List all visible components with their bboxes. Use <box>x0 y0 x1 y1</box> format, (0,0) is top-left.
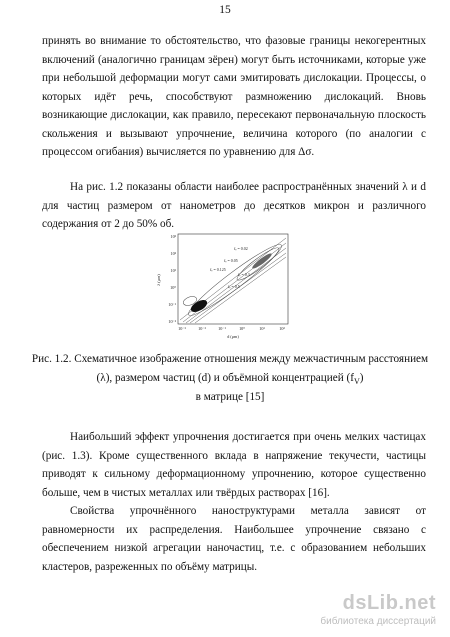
figure-x-tick: 10¹ <box>259 326 265 331</box>
figure-x-label: d (μm) <box>227 334 239 339</box>
page-number: 15 <box>219 4 231 16</box>
figure-caption-line-1: Рис. 1.2. Схематичное изображение отношения между межчастичным расстоянием <box>31 353 429 365</box>
watermark <box>308 592 438 634</box>
paragraph-strengthening-effect: Наибольший эффект упрочнения достигается при очень мелких частицах (рис. 1.3). Кроме существенного вклада в напряжение текучести, частицы приводят к сильному деформационному упрочнению, которое существенно больше, чем в чистых металлах или твёрдых растворах [16]. <box>42 431 426 499</box>
watermark-logo: dsLib.net <box>342 592 436 614</box>
figure-lambda-d-fv <box>150 228 298 340</box>
fv-label: fᵥ = 0.05 <box>224 258 238 263</box>
figure-x-tick: 10⁻² <box>198 326 206 331</box>
figure-y-label: λ (μm) <box>156 274 161 286</box>
figure-x-tick: 10⁰ <box>239 326 245 331</box>
figure-svg <box>150 228 298 340</box>
figure-y-tick: 10³ <box>170 234 176 239</box>
fv-label: fᵥ = 0.5 <box>228 284 240 289</box>
caption-line-2-text: (λ), размером частиц (d) и объёмной концентрацией (f <box>96 372 354 384</box>
figure-x-tick: 10⁻¹ <box>218 326 226 331</box>
caption-subscript-v: V <box>353 377 360 387</box>
paragraph-continuation: принять во внимание то обстоятельство, что фазовые границы некогерентных включений (аналогично границам зёрен) могут быть источниками, которые уже при небольшой деформации могут сами эмитировать дислокации. Процессы, о которых идёт речь, способствуют размножению дислокаций. Вновь возникающие дислокации, как правило, пересекают первоначальную плоскость скольжения и вызывают упрочнение, величина которого (по аналогии с процессом огибания) вычисляется по уравнению для Δσ. <box>42 35 426 158</box>
fv-label: fᵥ = 0.3 <box>238 272 250 277</box>
figure-x-tick: 10² <box>279 326 285 331</box>
figure-y-tick: 10¹ <box>170 268 176 273</box>
figure-caption-line-3: в матрице [15] <box>195 391 265 403</box>
watermark-subtitle: библиотека диссертаций <box>320 616 436 627</box>
figure-y-tick: 10⁰ <box>170 285 176 290</box>
fv-line <box>195 257 286 323</box>
figure-x-tick: 10⁻³ <box>178 326 186 331</box>
figure-y-tick: 10² <box>170 251 176 256</box>
figure-y-tick: 10⁻¹ <box>168 302 176 307</box>
fv-label: fᵥ = 0.02 <box>234 246 248 251</box>
paragraph-figure-reference: На рис. 1.2 показаны области наиболее распространённых значений λ и d для частиц размером от нанометров до десятков микрон и различного содержания от 2 до 50% об. <box>42 181 426 230</box>
figure-y-tick: 10⁻² <box>168 319 176 324</box>
caption-line-2-close: ) <box>359 372 364 384</box>
paragraph-distribution: Свойства упрочнённого наноструктурами металла зависят от равномерности их распределения. Наибольшее упрочнение связано с обеспечением низкой агрегации наночастиц, т.е. с образованием небольших кластеров, разреженных по объёму матрицы. <box>42 505 426 573</box>
fv-label: fᵥ = 0.125 <box>210 267 226 272</box>
